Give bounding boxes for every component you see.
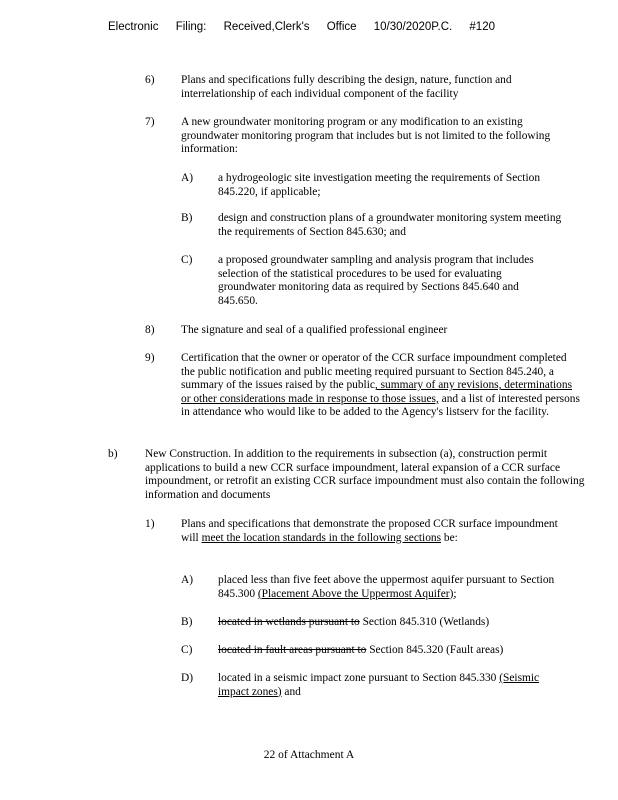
item-9-text — [181, 352, 581, 420]
item-9-text-b: and a list of interested persons in attendance who would like to be added to the Agency's listserv for the facility. — [181, 392, 580, 419]
header-date: 10/30/2020P.C. — [373, 21, 453, 33]
item-b1a-number: A) — [181, 574, 194, 586]
header-received: Received,Clerk's — [223, 21, 310, 33]
item-b1-text-inserted: meet the location standards in the following sections — [201, 531, 442, 544]
item-7b-text: design and construction plans of a groundwater monitoring system meeting the requirements of Section 845.630; and — [218, 212, 562, 238]
item-b1d-text-inserted: (Seismic impact zones) — [218, 672, 540, 698]
item-b1b-text-deleted: located in wetlands pursuant to — [218, 616, 360, 628]
header-number: #120 — [469, 21, 495, 33]
item-b1c-text — [218, 644, 573, 658]
item-b1b-text — [218, 616, 573, 630]
item-7b-number: B) — [181, 212, 193, 224]
item-b1-text-b: be: — [441, 531, 458, 544]
item-7-number: 7) — [145, 116, 155, 128]
item-7a-number: A) — [181, 172, 194, 184]
item-b1c-text-b: Section 845.320 (Fault areas) — [366, 644, 504, 656]
item-b1-text — [181, 518, 566, 545]
header-filing: Filing: — [175, 21, 207, 33]
item-6-text: Plans and specifications fully describing the design, nature, function and interrelationship of each individual component of the facility — [181, 74, 512, 100]
item-9-number: 9) — [145, 352, 155, 364]
item-b1d-text — [218, 672, 563, 699]
item-b1c-text-deleted: located in fault areas pursuant to — [218, 644, 367, 656]
item-8-text: The signature and seal of a qualified professional engineer — [181, 324, 448, 336]
filing-header — [108, 21, 509, 33]
item-b1d-text-b: and — [281, 685, 301, 698]
item-b1a-text-inserted: (Placement Above the Uppermost Aquifer) — [257, 587, 454, 600]
page-footer: 22 of Attachment A — [263, 749, 355, 761]
item-6-number: 6) — [145, 74, 155, 86]
item-7c-text: a proposed groundwater sampling and analysis program that includes selection of the statistical procedures to be used for evaluating groundwater monitoring data as required by Sections 845.640 and 845.650. — [218, 254, 534, 307]
item-b1d-text-a: located in a seismic impact zone pursuant to Section 845.330 — [218, 672, 500, 684]
item-9-text-inserted: , summary of any revisions, determinations or other considerations made in response to those issues, — [181, 379, 573, 405]
header-electronic: Electronic — [108, 21, 159, 33]
item-b1-text-a: Plans and specifications that demonstrate the proposed CCR surface impoundment will — [181, 518, 558, 544]
item-b1b-number: B) — [181, 616, 193, 628]
item-b1a-text-a: placed less than five feet above the uppermost aquifer pursuant to Section 845.300 — [218, 574, 555, 600]
item-7-text: A new groundwater monitoring program or any modification to an existing groundwater monitoring program that includes but is not limited to the following information: — [181, 116, 551, 156]
item-b1-number: 1) — [145, 518, 155, 530]
item-7a-text: a hydrogeologic site investigation meeting the requirements of Section 845.220, if applicable; — [218, 172, 541, 198]
item-b-number: b) — [108, 448, 118, 460]
item-b1a-text — [218, 574, 573, 601]
item-7c-number: C) — [181, 254, 193, 266]
item-b1b-text-b: Section 845.310 (Wetlands) — [359, 616, 490, 628]
item-b1a-text-b: ; — [453, 587, 457, 600]
item-b1c-number: C) — [181, 644, 193, 656]
item-b-text: New Construction. In addition to the requirements in subsection (a), construction permit applications to build a new CCR surface impoundment, lateral expansion of a CCR surface impoundment, or retrofit an existing CCR surface impoundment must also contain the following information and documents — [145, 448, 585, 501]
item-b1d-number: D) — [181, 672, 194, 684]
header-office: Office — [326, 21, 357, 33]
item-9-text-a: Certification that the owner or operator of the CCR surface impoundment completed the public notification and public meeting required pursuant to Section 845.240, a summary of the issues raised by the public — [181, 352, 567, 392]
item-8-number: 8) — [145, 324, 155, 336]
